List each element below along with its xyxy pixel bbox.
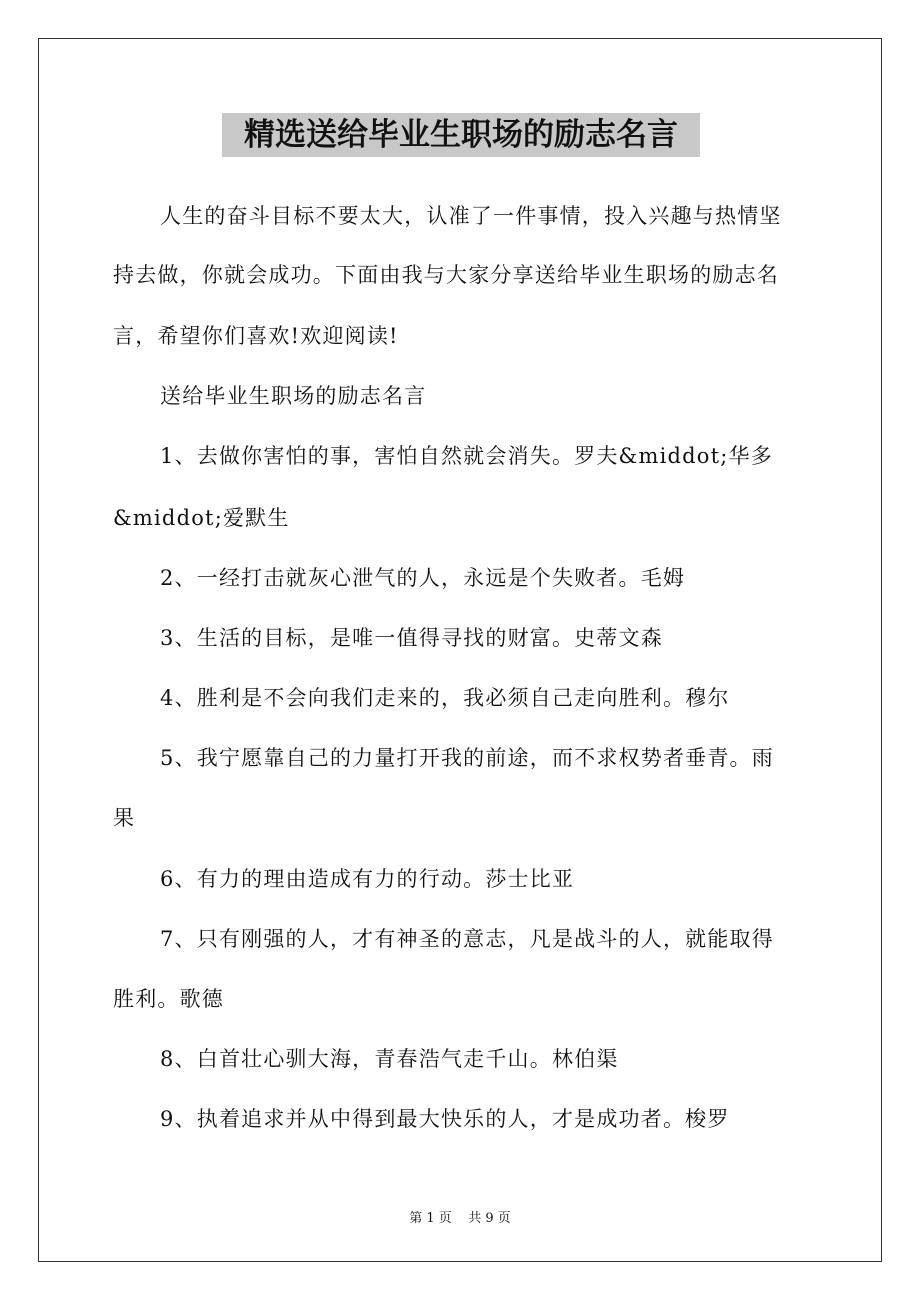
- intro-line: 持去做，你就会成功。下面由我与大家分享送给毕业生职场的励志名: [113, 263, 779, 287]
- quote-line: 9、执着追求并从中得到最大快乐的人，才是成功者。梭罗: [160, 1107, 730, 1131]
- subheading: 送给毕业生职场的励志名言: [160, 384, 427, 408]
- quote-line: &middot;爱默生: [113, 506, 290, 530]
- intro-line: 人生的奋斗目标不要太大，认准了一件事情，投入兴趣与热情坚: [160, 204, 782, 228]
- quote-line: 5、我宁愿靠自己的力量打开我的前途，而不求权势者垂青。雨: [160, 746, 774, 770]
- quote-line: 2、一经打击就灰心泄气的人，永远是个失败者。毛姆: [160, 566, 686, 590]
- quote-line: 4、胜利是不会向我们走来的，我必须自己走向胜利。穆尔: [160, 686, 730, 710]
- quote-line: 6、有力的理由造成有力的行动。莎士比亚: [160, 867, 575, 891]
- quote-line: 7、只有刚强的人，才有神圣的意志，凡是战斗的人，就能取得: [160, 927, 774, 951]
- quote-line: 3、生活的目标，是唯一值得寻找的财富。史蒂文森: [160, 626, 663, 650]
- quote-line: 果: [113, 806, 136, 830]
- document-title: 精选送给毕业生职场的励志名言: [222, 113, 700, 157]
- intro-line: 言，希望你们喜欢!欢迎阅读!: [113, 324, 399, 348]
- page-number: 第 1 页 共 9 页: [409, 1211, 511, 1226]
- quote-line: 8、白首壮心驯大海，青春浩气走千山。林伯渠: [160, 1047, 619, 1071]
- quote-line: 1、去做你害怕的事，害怕自然就会消失。罗夫&middot;华多: [160, 444, 773, 468]
- quote-line: 胜利。歌德: [113, 987, 224, 1011]
